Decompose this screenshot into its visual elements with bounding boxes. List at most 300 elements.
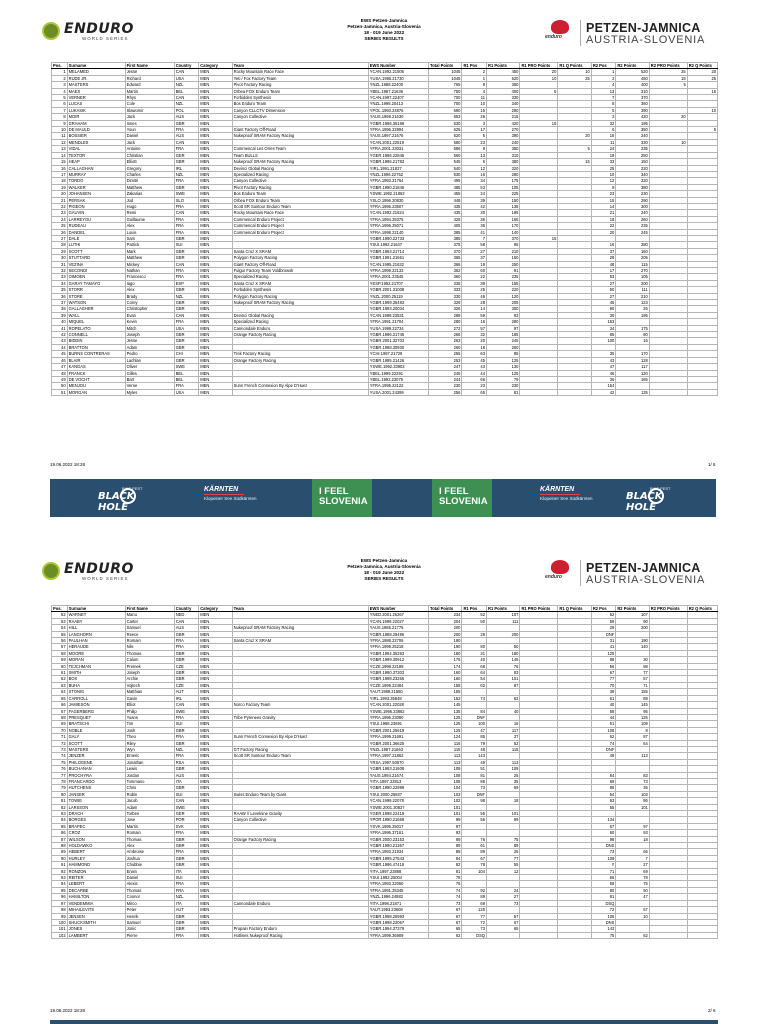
table-cell: YGBR.1995.21426	[368, 357, 428, 363]
table-cell: 200	[616, 280, 649, 286]
table-cell: Jack	[125, 139, 174, 145]
table-cell: 300	[486, 306, 519, 312]
black-hole-sub: BIKE FEST	[650, 486, 671, 491]
table-cell: MEN	[199, 287, 232, 293]
column-header: R2 Points	[616, 606, 649, 612]
table-cell: IRL	[174, 695, 199, 701]
table-cell: 145	[486, 657, 519, 663]
table-cell: 97	[616, 823, 649, 829]
enduro-world-series-logo	[42, 562, 132, 582]
table-cell: 67	[429, 907, 462, 913]
table-cell: MEN	[199, 114, 232, 120]
table-cell: SUI	[174, 721, 199, 727]
table-cell: 10	[52, 127, 68, 133]
table-cell: MEN	[199, 107, 232, 113]
results-title: SERIES RESULTS	[364, 36, 404, 41]
table-cell: Rocky Mountain Race Face	[232, 69, 368, 75]
table-cell: DSQ	[591, 900, 616, 906]
table-cell: 69	[52, 721, 68, 727]
table-cell: STONIG	[67, 689, 125, 695]
table-cell: MEN	[199, 248, 232, 254]
table-cell: 57	[486, 913, 519, 919]
table-cell: 73	[462, 926, 487, 932]
table-cell: 270	[486, 127, 519, 133]
column-header: Pos.	[52, 606, 68, 612]
table-cell: 26	[462, 114, 487, 120]
table-cell: MEN	[199, 727, 232, 733]
table-cell: 73	[462, 785, 487, 791]
table-cell: 18	[462, 344, 487, 350]
table-cell: 765	[429, 82, 462, 88]
table-cell: 204	[429, 618, 462, 624]
table-cell: YGBR.1995.27543	[368, 855, 428, 861]
column-header: R1 Pos	[462, 606, 487, 612]
table-cell: 117	[486, 727, 519, 733]
table-cell: 35	[591, 351, 616, 357]
table-cell: YGBR.1999.30912	[368, 657, 428, 663]
table-cell: 195	[616, 120, 649, 126]
table-cell: MEN	[199, 682, 232, 688]
table-cell: Canyon Collective	[232, 178, 368, 184]
table-cell: 32	[591, 120, 616, 126]
table-cell: 57	[616, 676, 649, 682]
table-cell: YFRA.1996.23080	[368, 714, 428, 720]
table-cell: YFRA.1997.21862	[368, 753, 428, 759]
table-cell: MEN	[199, 338, 232, 344]
table-cell: Jordan	[125, 772, 174, 778]
footer-date: 19.06.2022 18:28	[50, 462, 86, 467]
table-cell: 485	[429, 184, 462, 190]
table-cell: MEN	[199, 625, 232, 631]
table-cell: GBR	[174, 727, 199, 733]
table-cell: YGBR.1990.22733	[368, 235, 428, 241]
table-cell: 43	[462, 364, 487, 370]
table-cell: YFRA.1994.25375	[368, 216, 428, 222]
table-cell: 38	[52, 306, 68, 312]
table-cell: 108	[429, 772, 462, 778]
table-cell: 195	[486, 210, 519, 216]
table-cell: 93	[52, 875, 68, 881]
slovenia-label: I FEEL SLOVENIA	[319, 486, 368, 507]
table-cell: FRA	[174, 881, 199, 887]
table-cell: 153	[591, 319, 616, 325]
table-cell: Matthias	[125, 689, 174, 695]
table-cell: 130	[486, 364, 519, 370]
table-cell: 18	[52, 178, 68, 184]
table-cell: Iago	[125, 280, 174, 286]
table-cell: YCZE.1999.22484	[368, 682, 428, 688]
table-cell: 340	[616, 171, 649, 177]
table-cell: 11	[462, 95, 487, 101]
table-cell: Fulgur Factory Team Voldbrowsk	[232, 268, 368, 274]
table-cell: 67	[616, 907, 649, 913]
table-cell: MEN	[199, 740, 232, 746]
table-cell: YGBR.2001.25619	[368, 727, 428, 733]
table-cell: Richard	[125, 75, 174, 81]
table-cell: BURNS CONTRERAS	[67, 351, 125, 357]
table-cell: 29	[591, 625, 616, 631]
table-cell: JENSEN	[67, 913, 125, 919]
table-cell: LAMBERT	[67, 932, 125, 938]
table-cell	[649, 389, 687, 395]
table-cell: Reece	[125, 631, 174, 637]
table-cell: 81	[429, 868, 462, 874]
table-cell: 37	[486, 734, 519, 740]
table-cell: 326	[429, 306, 462, 312]
table-cell: Polygon Factory Racing	[232, 293, 368, 299]
table-cell: MEN	[199, 753, 232, 759]
table-cell: MEN	[199, 811, 232, 817]
table-cell: 390	[616, 107, 649, 113]
table-cell: 46	[52, 357, 68, 363]
table-cell: 155	[616, 689, 649, 695]
table-cell: PERSAK	[67, 197, 125, 203]
table-cell: 350	[616, 127, 649, 133]
table-cell: 200	[429, 625, 462, 631]
table-cell: YNED.2001.26267	[368, 612, 428, 618]
table-cell: MEN	[199, 312, 232, 318]
table-cell: 30	[462, 210, 487, 216]
table-cell: 335	[429, 280, 462, 286]
table-cell: SWE	[174, 191, 199, 197]
brand-right-line1: PETZEN-JAMNICA	[586, 21, 701, 35]
table-cell: 9	[591, 184, 616, 190]
table-cell: 125	[429, 721, 462, 727]
table-cell: 48	[52, 370, 68, 376]
table-cell: 160	[429, 670, 462, 676]
table-cell: DE MAULD	[67, 127, 125, 133]
table-cell: Sunn French Connexion By Alpe D'Huez	[232, 383, 368, 389]
table-cell: YSVK.1996.25017	[368, 823, 428, 829]
table-cell: YPOR.1990.21669	[368, 817, 428, 823]
table-cell: 101	[429, 804, 462, 810]
table-cell: YSWE.2001.30837	[368, 804, 428, 810]
table-cell: 86	[462, 778, 487, 784]
table-cell: 49	[591, 753, 616, 759]
table-cell: GER	[174, 811, 199, 817]
table-cell: 520	[486, 75, 519, 81]
table-cell: JOHANSEN	[67, 191, 125, 197]
table-cell: FRA	[174, 753, 199, 759]
table-cell: Devinci Global Racing	[232, 312, 368, 318]
table-cell: Tommaso	[125, 778, 174, 784]
table-cell: 51	[462, 766, 487, 772]
table-cell: 22	[52, 203, 68, 209]
table-cell: Cole	[125, 101, 174, 107]
table-cell: MEN	[199, 370, 232, 376]
column-header: First Name	[125, 63, 174, 69]
table-cell: 140	[616, 644, 649, 650]
table-cell: 330	[429, 293, 462, 299]
table-cell: 76	[486, 663, 519, 669]
table-cell: MEN	[199, 88, 232, 94]
table-cell: Remi	[125, 210, 174, 216]
table-cell: 25	[52, 223, 68, 229]
table-cell: Carter	[125, 618, 174, 624]
table-cell: YGBR.1998.22067	[368, 919, 428, 925]
table-cell: MEN	[199, 152, 232, 158]
slovenia-logo-left	[312, 479, 372, 517]
table-cell: YCAN.1999.23531	[368, 312, 428, 318]
table-cell: 56	[52, 638, 68, 644]
table-cell: Canyon Collective	[232, 114, 368, 120]
table-cell: GBR	[174, 255, 199, 261]
table-cell: YGBR.1996.21745	[368, 332, 428, 338]
column-header: R2 Q Points	[687, 606, 717, 612]
table-cell: 29	[52, 248, 68, 254]
table-cell: MEN	[199, 127, 232, 133]
table-cell: 12	[52, 139, 68, 145]
table-cell: 23	[462, 139, 487, 145]
table-cell: Daniel	[125, 133, 174, 139]
table-cell: 50	[591, 287, 616, 293]
table-cell: YGBR.1990.22999	[368, 785, 428, 791]
table-cell: SCOTT	[67, 740, 125, 746]
table-cell: 270	[616, 268, 649, 274]
table-cell: 370	[429, 248, 462, 254]
table-cell: 3	[52, 82, 68, 88]
table-cell: 390	[486, 133, 519, 139]
table-cell: 280	[429, 319, 462, 325]
table-cell: FRA	[174, 229, 199, 235]
table-cell: 62	[486, 695, 519, 701]
table-cell: YAUT.1989.21580	[368, 689, 428, 695]
table-cell: 41	[462, 229, 487, 235]
table-cell: Edward	[125, 82, 174, 88]
table-cell: Martin	[125, 823, 174, 829]
table-cell: DALE	[67, 235, 125, 241]
table-cell: YITA.1998.21871	[368, 900, 428, 906]
table-cell: YUSA.1995.21730	[368, 75, 428, 81]
table-cell: YFRA.1999.22133	[368, 268, 428, 274]
table-cell: AUS	[174, 114, 199, 120]
table-cell: SECONDI	[67, 268, 125, 274]
table-cell: 290	[486, 107, 519, 113]
table-cell: 280	[486, 171, 519, 177]
table-cell: YCAN.1992.21624	[368, 210, 428, 216]
table-cell: 530	[429, 171, 462, 177]
table-cell: 160	[616, 248, 649, 254]
table-cell: 46	[462, 293, 487, 299]
table-cell: 10	[649, 139, 687, 145]
table-cell: Erwin	[125, 868, 174, 874]
table-cell: MEN	[199, 146, 232, 152]
table-cell: MEN	[199, 849, 232, 855]
table-cell: 13	[462, 152, 487, 158]
table-cell: MEN	[199, 823, 232, 829]
table-cell: Tribe Pyrenees Gravity	[232, 714, 368, 720]
table-cell: 155	[429, 689, 462, 695]
table-cell: Alex	[125, 223, 174, 229]
table-cell: 266	[429, 332, 462, 338]
table-cell: 380	[616, 184, 649, 190]
table-cell: MEN	[199, 759, 232, 765]
table-cell: 106	[591, 913, 616, 919]
table-cell: BRATSCHI	[67, 721, 125, 727]
table-cell: CZE	[174, 663, 199, 669]
table-cell: Rhys	[125, 95, 174, 101]
table-cell: Vojtech	[125, 682, 174, 688]
table-cell: 30	[616, 657, 649, 663]
table-cell: Propain Factory Enduro	[232, 926, 368, 932]
table-cell: Yeti / Fox Factory Team	[232, 75, 368, 81]
table-cell: YRSA.1997.50570	[368, 759, 428, 765]
table-cell: 91	[486, 268, 519, 274]
table-cell: YGBR.1998.25993	[368, 913, 428, 919]
table-cell: 20	[52, 191, 68, 197]
table-cell: YCZE.1998.22189	[368, 663, 428, 669]
table-cell: MEN	[199, 836, 232, 842]
table-cell: 53	[591, 274, 616, 280]
column-header: R2 PRO Points	[649, 606, 687, 612]
column-header: EWS Number	[368, 606, 428, 612]
table-cell: 580	[429, 139, 462, 145]
table-cell: 134	[591, 817, 616, 823]
table-cell: 185	[486, 332, 519, 338]
table-cell: 123	[616, 300, 649, 306]
black-hole-label: BLACK HOLE	[626, 491, 663, 513]
table-cell: 145	[616, 702, 649, 708]
table-cell: YSWE.1996.23882	[368, 708, 428, 714]
table-cell: MEN	[199, 357, 232, 363]
table-cell: 125	[429, 727, 462, 733]
table-cell: 34	[591, 325, 616, 331]
table-cell: 40	[462, 657, 487, 663]
table-cell: SWE	[174, 804, 199, 810]
table-cell: FAGERBERG	[67, 708, 125, 714]
table-cell: 68	[591, 881, 616, 887]
table-cell: BOX	[67, 676, 125, 682]
table-cell: MEN	[199, 197, 232, 203]
table-cell: Guillaume	[125, 216, 174, 222]
table-cell: 24	[462, 191, 487, 197]
table-cell: YGBR.2001.32703	[368, 338, 428, 344]
table-cell: 35	[486, 778, 519, 784]
table-cell: 450	[616, 75, 649, 81]
table-cell: MEN	[199, 332, 232, 338]
table-cell: FRA	[174, 203, 199, 209]
table-cell: POR	[174, 817, 199, 823]
table-cell: 71	[591, 868, 616, 874]
table-cell: 15	[520, 120, 558, 126]
table-cell: HURLEY	[67, 855, 125, 861]
table-cell: FRA	[174, 178, 199, 184]
table-cell: 54	[462, 676, 487, 682]
table-cell: FRA	[174, 127, 199, 133]
table-cell: DNF	[462, 714, 487, 720]
table-cell: 16	[616, 338, 649, 344]
table-cell: MEN	[199, 351, 232, 357]
brand-right-line1: PETZEN-JAMNICA	[586, 561, 701, 575]
table-cell: MEN	[199, 261, 232, 267]
table-cell: RAAW // Levelnine Gravity	[232, 811, 368, 817]
table-cell: YGBR.2001.31008	[368, 287, 428, 293]
table-cell: 400	[486, 88, 519, 94]
table-cell: BORGES	[67, 817, 125, 823]
table-cell: 234	[429, 612, 462, 618]
table-cell: 25	[591, 165, 616, 171]
table-cell: 111	[486, 618, 519, 624]
enduro-logo-icon	[42, 22, 60, 40]
table-cell: 205	[616, 255, 649, 261]
table-cell: Joseph	[125, 332, 174, 338]
karnten-logo-left	[202, 479, 262, 517]
table-cell: 6	[591, 127, 616, 133]
table-cell: FRA	[174, 849, 199, 855]
table-cell: 175	[429, 657, 462, 663]
table-cell: 86	[591, 785, 616, 791]
table-cell: GBR	[174, 855, 199, 861]
table-cell: 154	[591, 383, 616, 389]
table-cell: 17	[52, 171, 68, 177]
table-cell: 109	[486, 766, 519, 772]
table-cell: 51	[591, 721, 616, 727]
table-cell: 72	[591, 907, 616, 913]
table-cell: Evan	[125, 312, 174, 318]
column-header: Surname	[67, 63, 125, 69]
table-cell: Jacob	[125, 798, 174, 804]
table-cell: 158	[429, 682, 462, 688]
table-cell: MEN	[199, 293, 232, 299]
table-cell: 27	[591, 293, 616, 299]
table-cell: 310	[486, 152, 519, 158]
table-cell: Calum	[125, 657, 174, 663]
table-cell: YGBR.1994.37379	[368, 926, 428, 932]
table-cell: 10	[616, 913, 649, 919]
column-header: R2 Pos	[591, 606, 616, 612]
footer-page-number: 1/ 6	[708, 462, 716, 467]
table-cell: MEN	[199, 178, 232, 184]
karnten-accent-bar	[540, 494, 580, 495]
table-cell: 360	[429, 274, 462, 280]
table-cell: YNZL.1988.22400	[368, 82, 428, 88]
column-header: Country	[174, 606, 199, 612]
table-cell: SUI	[174, 791, 199, 797]
table-cell: FRA	[174, 268, 199, 274]
table-cell: 78	[462, 862, 487, 868]
table-cell: 620	[429, 133, 462, 139]
table-cell: GBR	[174, 184, 199, 190]
table-cell: 87	[486, 682, 519, 688]
column-header: EWS Number	[368, 63, 428, 69]
table-cell: 107	[486, 612, 519, 618]
table-cell: 35	[52, 287, 68, 293]
table-cell: 10	[591, 171, 616, 177]
table-cell: BRATTON	[67, 344, 125, 350]
table-cell: 73	[52, 746, 68, 752]
table-cell: 49	[462, 759, 487, 765]
table-cell: Cannondale Enduro	[232, 900, 368, 906]
table-cell: 150	[616, 159, 649, 165]
table-cell: Bos Enduro Team	[232, 101, 368, 107]
results-page-2	[0, 540, 768, 1024]
table-cell: 145	[429, 702, 462, 708]
table-cell: MEN	[199, 887, 232, 893]
table-cell: 143	[591, 926, 616, 932]
table-cell: WALKER	[67, 184, 125, 190]
table-cell: 66	[52, 702, 68, 708]
table-cell: 77	[591, 676, 616, 682]
table-cell: NZL	[174, 82, 199, 88]
table-cell: MEN	[199, 907, 232, 913]
table-cell: JANSER	[67, 791, 125, 797]
table-cell: GBR	[174, 836, 199, 842]
table-cell: GBR	[174, 862, 199, 868]
table-cell: 52	[52, 612, 68, 618]
table-cell: 90	[52, 855, 68, 861]
table-cell: MEN	[199, 855, 232, 861]
table-cell: MEN	[199, 631, 232, 637]
